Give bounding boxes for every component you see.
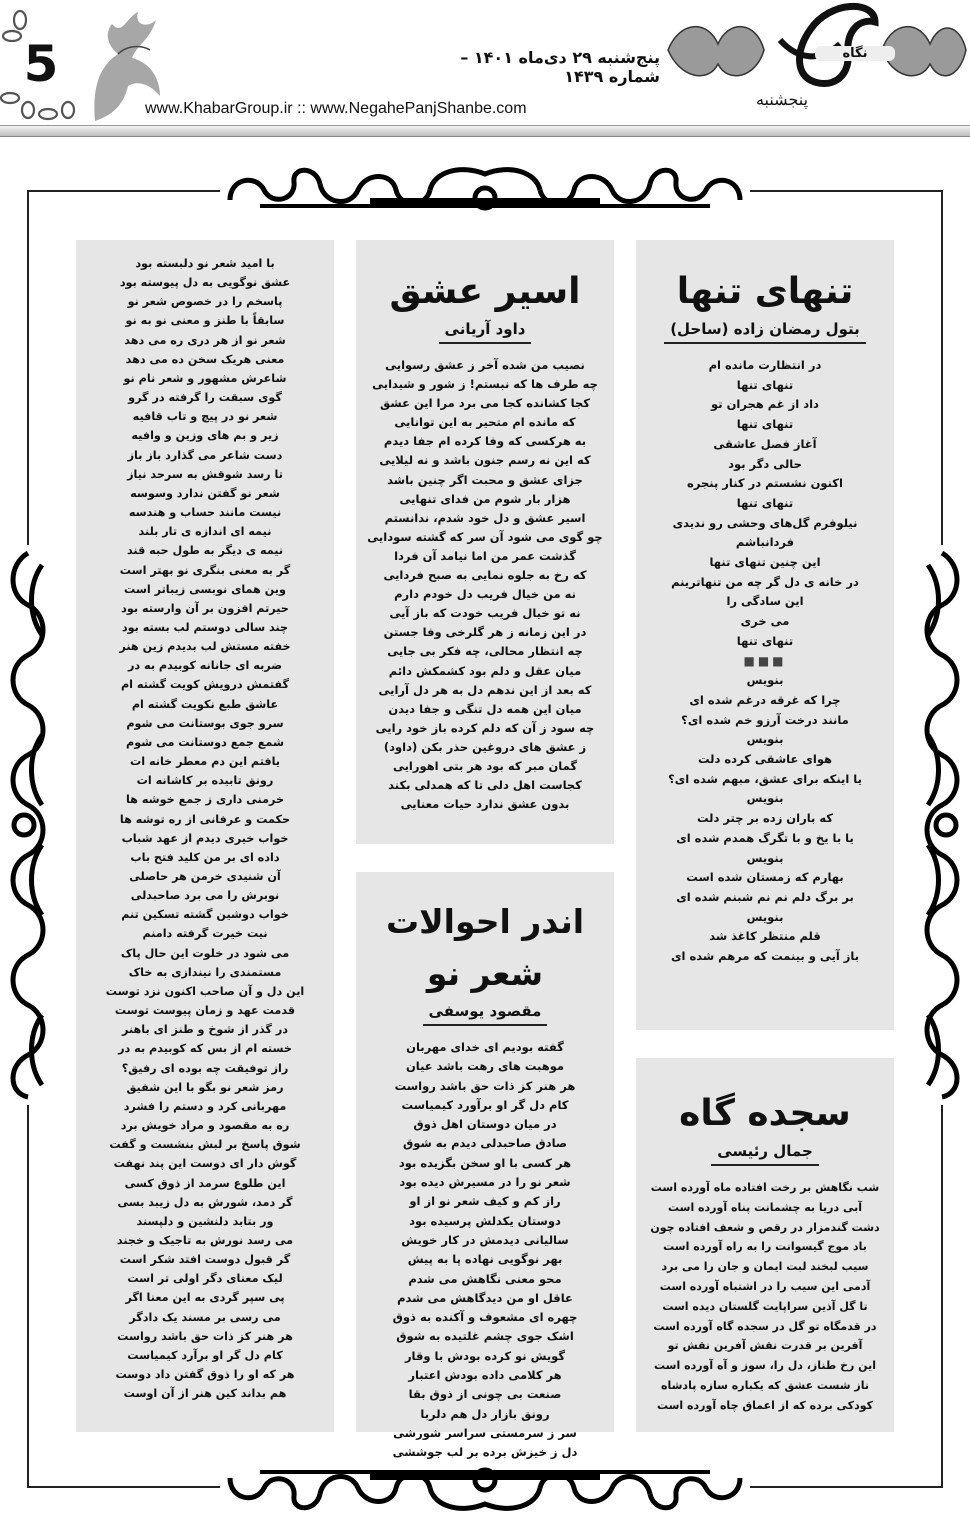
verse-line: صنعت بی چونی از ذوق بقا xyxy=(408,1387,562,1402)
verse-line: چند سالی دوستم لب بسته بود xyxy=(121,620,289,634)
verse-line: نه تو خیال فریب خودت که باز آیی xyxy=(389,606,581,621)
verse-line: دوستان یکدلش پرسیده بود xyxy=(409,1213,561,1228)
verse-line: کجا کشانده کجا می برد مرا این عشق xyxy=(380,396,590,411)
verse-line: کام دل گر او برآرد کیمیاست xyxy=(127,1348,283,1362)
verse-line: عشق نوگویی به دل پیوسته بود xyxy=(119,276,291,290)
verse-line: تنهای تنها xyxy=(736,633,794,648)
poem-tanhaye-tanha xyxy=(636,240,894,1030)
brand-logo-word: نگاه xyxy=(815,46,895,61)
verse-line: جزای عشق و محبت اگر چنین باشد xyxy=(387,472,583,487)
verse-line: کجاست اهل دلی تا که همدلی بکند xyxy=(388,778,582,793)
verse-line: با امید شعر نو دلبسته بود xyxy=(135,257,275,270)
verse-line: که رخ به جلوه نمایی به صبح فردایی xyxy=(383,568,587,583)
verse-line: یافتم این دم معطر خانه ات xyxy=(129,755,280,769)
verse-line: شعر نو در پیچ و تاب قافیه xyxy=(132,410,278,424)
verse-line: نیست مانند حساب و هندسه xyxy=(128,506,282,520)
verse-line: چه انتظار محالی، چه فکر بی جایی xyxy=(387,644,583,659)
verse-line: راز توفیقت چه بوده ای رفیق؟ xyxy=(121,1061,289,1075)
verse-line: گر قبول دوست افتد شکر است xyxy=(119,1253,291,1267)
verse-line: عاشق طبع نکویت گشته ام xyxy=(131,697,279,711)
verse-line: یا اینکه برای عشق، مبهم شده ای؟ xyxy=(668,771,862,786)
verse-line: قلم منتظر کاغذ شد xyxy=(709,929,821,944)
verse-line: ز عشق های دروغین حذر بکن (داود) xyxy=(383,739,587,754)
verse-line: رونق تابیده بر کاشانه ات xyxy=(136,774,274,788)
verse-line: باد موج گیسوانت را به راه آورده است xyxy=(663,1240,867,1254)
verse-line: میان عقل و دلم بود کشمکش دائم xyxy=(388,663,582,678)
top-ornament-border xyxy=(220,160,750,222)
verse-line: در قدمگاه تو گل در سجده گاه آورده است xyxy=(653,1319,877,1333)
poem-verses xyxy=(356,1038,614,1463)
verse-line: در این زمانه ز هر گلرخی وفا جستن xyxy=(383,625,587,640)
verse-line: می رسد نورش به تاجیک و خجند xyxy=(116,1233,294,1247)
issue-dateline: پنج‌شنبه ۲۹ دی‌ماه ۱۴۰۱ – شماره ۱۴۳۹ xyxy=(460,48,660,86)
verse-line: در گذر از شوخ و طنز ای باهنر xyxy=(122,1023,288,1037)
verse-line: هر هنر کز ذات حق باشد رواست xyxy=(394,1078,576,1093)
verse-line: شعر نو را در مسیرش دیده بود xyxy=(399,1175,571,1190)
poem-andar-ahvalat-sher-no xyxy=(356,872,614,1460)
verse-line: آغاز فصل عاشقی xyxy=(713,436,817,451)
poem-title: تنهای تنها xyxy=(676,271,854,312)
verse-line: زیر و بم های وزین و وافیه xyxy=(131,429,279,443)
verse-line: گفته بودیم ای خدای مهربان xyxy=(406,1040,564,1054)
verse-line: ناز شست عشق که یکباره سازه پادشاه xyxy=(660,1378,869,1392)
poem-continuation-column xyxy=(76,240,334,1432)
verse-line: آدمی این سیب را در اشتباه آورده است xyxy=(659,1279,871,1293)
verse-line: بهر نوگویی نهاده پا به پیش xyxy=(407,1252,563,1267)
verse-line: گمان مبر که بود هر بتی اهورایی xyxy=(392,758,578,773)
verse-line: گفتمش درویش کویت گشته ام xyxy=(120,678,289,692)
verse-line: قدمت عهد و زمان پیوست توست xyxy=(114,1004,296,1018)
verse-line: کام دل گر او برآورد کیمیاست xyxy=(401,1097,569,1112)
verse-line: تا رسد شوقش به سرحد نیاز xyxy=(127,467,283,481)
header-divider xyxy=(0,125,970,137)
verse-line: بنویس xyxy=(746,850,784,865)
verse-line: این چنین تنهای تنها xyxy=(709,555,821,570)
poem-verses xyxy=(356,356,614,814)
verse-line: پاسخم را در خصوص شعر نو xyxy=(127,295,283,309)
verse-line: تنهای تنها xyxy=(736,417,794,432)
verse-line: گویش نو کرده بودش با وقار xyxy=(404,1348,566,1363)
verse-line: هم بداند کین هنر از آن اوست xyxy=(123,1387,287,1401)
poem-title: اسیر عشق xyxy=(389,271,581,312)
verse-line: آفرین بر قدرت نقش آفرین نقش تو xyxy=(667,1339,863,1353)
verse-line: محو معنی نگاهش می شدم xyxy=(408,1271,562,1286)
verse-line: می شود در خلوت این حال پاک xyxy=(120,946,290,960)
verse-line: سیب لبخند لبت ایمان و جان را می برد xyxy=(661,1260,869,1274)
verse-line: دست شاعر می گذارد باز باز xyxy=(127,448,283,462)
verse-line: شمع جمع دوستانت می شوم xyxy=(126,735,284,749)
verse-line: سابقاً با طنز و معنی نو به نو xyxy=(125,314,285,328)
verse-line: به هرکسی که وفا کرده ام جفا دیدم xyxy=(383,434,587,449)
verse-line: می رسی بر مسند یک دادگر xyxy=(129,1310,281,1324)
verse-line: دشت گندمزار در رقص و شعف افتاده چون xyxy=(650,1220,880,1234)
verse-line: یا با یخ و با تگرگ همدم شده ای xyxy=(676,830,854,845)
verse-line: لیک معنای دگر اولی تر است xyxy=(127,1272,283,1286)
verse-line: که مانده ام متحیر به این توانایی xyxy=(394,415,576,430)
verse-line: داد از غم هجران تو xyxy=(711,397,819,412)
verse-line: اسیر عشق و دل خود شدم، ندانستم xyxy=(384,510,586,525)
section-separator: ■■■ xyxy=(743,653,787,668)
verse-line: بنویس xyxy=(746,791,784,806)
verse-line: چه طرف ها که نبستم! ز شور و شیدایی xyxy=(372,377,598,392)
verse-line: موهبت های رهت باشد عیان xyxy=(405,1059,565,1074)
verse-line: نیمه ی دیگر به طول حبه قند xyxy=(126,544,284,558)
verse-line: هوای عاشقی کرده دلت xyxy=(698,752,832,767)
verse-line: چو گوی می شود آن سر که گشته سودایی xyxy=(367,529,603,544)
verse-line: وین همای نوبسی زیباتر است xyxy=(124,582,286,596)
verse-line: شعر نو از هر دری ره می دهد xyxy=(124,333,286,347)
verse-line: سرو جوی بوستانت می شوم xyxy=(126,716,284,730)
verse-line: حیرتم افزون بر آن وارسته بود xyxy=(121,601,289,615)
verse-line: می خری xyxy=(740,614,790,629)
verse-line: بنویس xyxy=(746,732,784,747)
right-ornament-border xyxy=(914,545,968,1105)
verse-line: خرمنی داری ز جمع خوشه ها xyxy=(125,793,285,807)
poem-verses xyxy=(636,356,894,967)
page-number: 5 xyxy=(23,35,59,93)
verse-line: نه من خیال فریب دل خودم دارم xyxy=(394,587,576,602)
poem-verses xyxy=(76,254,334,1403)
verse-line: پی سپر گردی به این معنا اگر xyxy=(125,1291,285,1305)
verse-line: باز آیی و بینمت که مرهم شده ای xyxy=(670,949,860,964)
verse-line: این طلوع سرمد از ذوق کسی xyxy=(124,1176,286,1190)
verse-line: گر دمد، شورش به دل زیبد بسی xyxy=(117,1195,293,1209)
verse-line: بهارم که زمستان شده است xyxy=(686,870,844,885)
verse-line: حکمت و عرفانی از ره توشه ها xyxy=(119,812,291,826)
verse-line: راز کم و کیف شعر نو از او xyxy=(409,1194,561,1209)
verse-line: چهره ای مشعوف و آکنده به ذوق xyxy=(392,1310,578,1325)
verse-line: این رخ طناز، دل را، سوز و آه آورده است xyxy=(654,1359,876,1373)
verse-line: خفته مستش لب بدیدم زین هنر xyxy=(119,640,291,654)
verse-line: بنویس xyxy=(746,909,784,924)
verse-line: اکنون نشستم در کنار پنجره xyxy=(687,476,843,491)
verse-line: مستمندی را نیندازی به خاک xyxy=(128,965,282,979)
verse-line: حالی دگر بود xyxy=(728,456,802,471)
verse-line: که بعد از این ندهم دل به هر دل آرایی xyxy=(378,682,592,697)
verse-line: شاعرش مشهور و شعر نام نو xyxy=(123,371,287,385)
poem-author: داود آریانی xyxy=(439,318,532,344)
website-links[interactable]: www.KhabarGroup.ir :: www.NegahePanjShanbe.com xyxy=(145,100,527,117)
poem-title: سجده گاه xyxy=(679,1093,851,1134)
bottom-ornament-border xyxy=(220,1456,750,1518)
verse-line: تا گل آذین سراپایت گلستان دیده است xyxy=(662,1299,868,1313)
verse-line: معنی هریک سخن ده می دهد xyxy=(125,352,285,366)
verse-line: نیلوفرم گل‌های وحشی رو ندیدی xyxy=(672,515,858,530)
verse-line: هر کسی با او سخن بگزیده بود xyxy=(398,1155,572,1170)
poem-sajdeh-gah xyxy=(636,1058,894,1432)
verse-line: خواب دوشین گشته تسکین تنم xyxy=(121,908,289,922)
verse-line: گوی سبقت را گرفته در گرو xyxy=(128,391,282,405)
verse-line: رمز شعر نو بگو با این شفیق xyxy=(126,1080,284,1094)
verse-line: سالیانی دیدمش در کار خویش xyxy=(401,1232,569,1247)
verse-line: تنهای تنها xyxy=(736,377,794,392)
verse-line: اشک جوی چشم غلتیده به شوق xyxy=(396,1329,574,1344)
verse-line: گوش دار ای دوست این پند نهفت xyxy=(113,1157,297,1171)
verse-line: چرا که غرقه درغم شده ای xyxy=(689,692,841,707)
poem-author: جمال رئیسی xyxy=(711,1140,819,1166)
poem-title: اندر احوالات شعر نو xyxy=(385,902,585,993)
verse-line: این دل و آن صاحب اکنون نزد توست xyxy=(105,984,305,998)
poem-asir-eshgh xyxy=(356,240,614,844)
poem-author: مقصود یوسفی xyxy=(423,1000,548,1026)
verse-line: میان این همه دل تنگی و جفا دیدن xyxy=(388,701,582,716)
verse-line: کودکی برده که از اعماق چاه آورده است xyxy=(656,1398,874,1412)
verse-line: آبی دریا به چشمانت پناه آورده است xyxy=(667,1200,862,1214)
verse-line: چه سود ز آن که دلم کرده باز خود رایی xyxy=(375,720,595,735)
verse-line: دل ز خیزش برده بر لب جوششی xyxy=(392,1445,578,1460)
verse-line: نوبرش را می برد صاحبدلی xyxy=(130,889,280,903)
poem-verses xyxy=(636,1178,894,1416)
verse-line: رونق بازار دل هم دلربا xyxy=(420,1406,550,1421)
verse-line: فردانباشم xyxy=(735,535,795,550)
verse-line: در انتظارت مانده ام xyxy=(708,358,822,372)
verse-line: هر که او را ذوق گفتن داد دوست xyxy=(115,1368,295,1382)
verse-line: تنهای تنها xyxy=(736,495,794,510)
verse-line: مهربانی کرد و دستم را فشرد xyxy=(123,1099,287,1113)
verse-line: این سادگی را xyxy=(726,594,804,609)
verse-line: خواب خیری دیدم از عهد شباب xyxy=(121,831,289,845)
verse-line: آن شنیدی خرمن هر حاصلی xyxy=(129,870,281,883)
left-ornament-border xyxy=(2,545,56,1105)
page-header xyxy=(0,0,970,135)
verse-line: سر ز سرمستی سراسر شورشی xyxy=(393,1425,577,1440)
verse-line: ضربه ای جانانه کوبیدم به در xyxy=(127,659,283,673)
verse-line: هزار بار شوم من فدای تنهایی xyxy=(399,491,571,506)
verse-line: بنویس xyxy=(746,673,784,688)
verse-line: شعر نو گفتن ندارد وسوسه xyxy=(130,486,280,500)
verse-line: که باران زده بر چتر دلت xyxy=(696,811,833,826)
verse-line: شوق پاسخ بر لبش بنشست و گفت xyxy=(109,1138,301,1152)
verse-line: گر به معنی بنگری نو بهتر است xyxy=(119,563,291,577)
verse-line: داده ای بر من کلید فتح باب xyxy=(130,850,280,864)
verse-line: نصیب من شده آخر ز عشق رسوایی xyxy=(385,358,585,372)
verse-line: نیت خیرت گرفته دامنم xyxy=(142,927,268,941)
verse-line: خسته ام از بس که کوبیدم به در xyxy=(118,1042,292,1056)
verse-line: ور بتابد دلنشین و دلپسند xyxy=(136,1214,274,1228)
verse-line: بر برگ دلم نم نم شبنم شده ای xyxy=(676,889,854,904)
verse-line: مانند درخت آرزو خم شده ای؟ xyxy=(681,712,849,727)
verse-line: هر کلامی داده بودش اعتبار xyxy=(408,1368,562,1383)
verse-line: شب نگاهش بر رخت افتاده ماه آورده است xyxy=(650,1181,880,1194)
verse-line: عاقل او من دیدگاهش می شدم xyxy=(397,1290,573,1305)
verse-line: نیمه ای اندازه ی تار بلند xyxy=(138,525,272,539)
poem-author: بتول رمضان زاده (ساحل) xyxy=(664,318,866,344)
verse-line: ره به مقصود و مراد خویش برد xyxy=(120,1119,290,1133)
verse-line: گذشت عمر من اما نیامد آن فردا xyxy=(394,548,576,563)
verse-line: صادق صاحبدلی دیدم به شوق xyxy=(402,1136,568,1151)
verse-line: بدون عشق ندارد حیات معنایی xyxy=(400,797,570,812)
verse-line: در میان دوستان اهل ذوق xyxy=(413,1117,557,1132)
verse-line: هر هنر کز ذات حق باشد رواست xyxy=(117,1329,293,1343)
brand-subtitle: پنجشنبه xyxy=(755,90,809,109)
verse-line: در خانه ی دل گر چه من تنهاترینم xyxy=(671,574,859,589)
verse-line: که این نه رسم جنون باشد و نه لیلایی xyxy=(379,453,591,468)
